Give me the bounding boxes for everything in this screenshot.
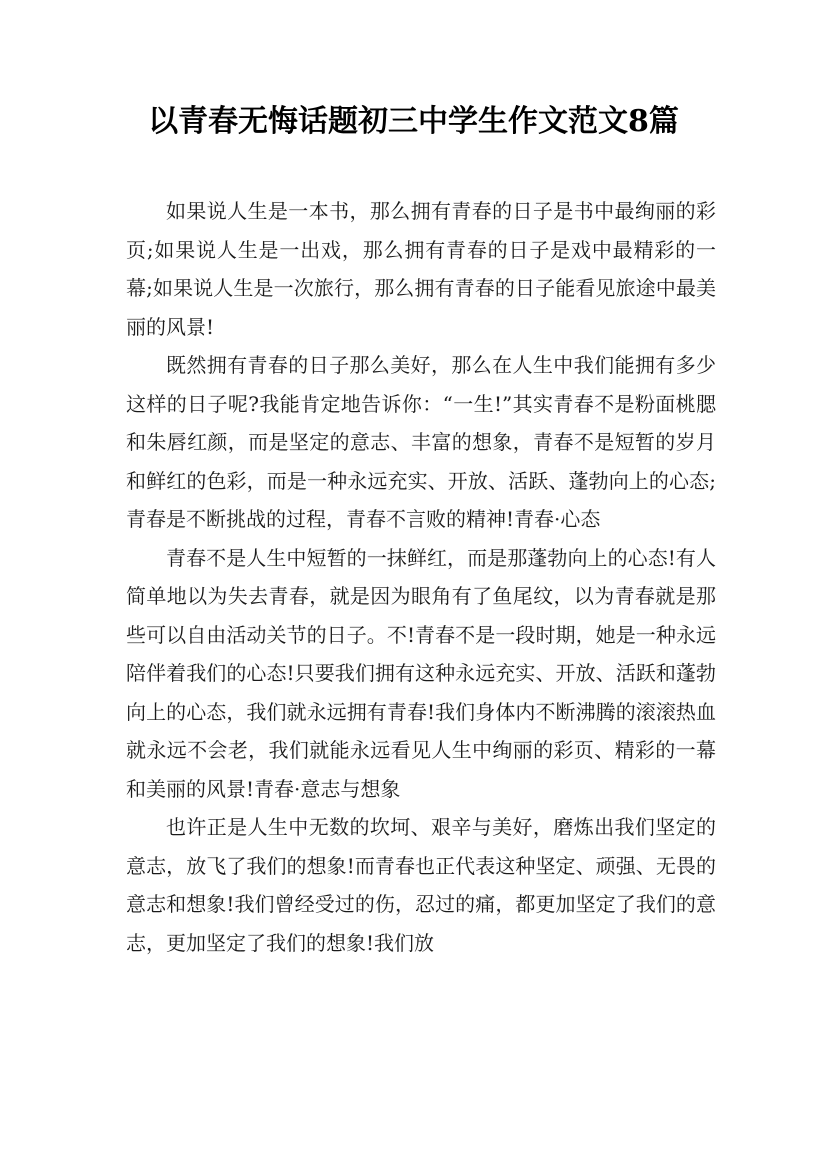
paragraph-4: 也许正是人生中无数的坎坷、艰辛与美好，磨炼出我们坚定的意志，放飞了我们的想象!而青春也正代表这种坚定、顽强、无畏的意志和想象!我们曾经受过的伤，忍过的痛，都更加坚定了我们的意志，更加坚定了我们的想象!我们放: [126, 815, 716, 955]
paragraph-1: 如果说人生是一本书，那么拥有青春的日子是书中最绚丽的彩页;如果说人生是一出戏，那么拥有青春的日子是戏中最精彩的一幕;如果说人生是一次旅行，那么拥有青春的日子能看见旅途中最美丽的风景!: [126, 199, 716, 339]
document-body: [126, 192, 716, 962]
document-title: 以青春无悔话题初三中学生作文范文8篇: [148, 104, 679, 139]
paragraph-2: 既然拥有青春的日子那么美好，那么在人生中我们能拥有多少这样的日子呢?我能肯定地告诉你：“一生!”其实青春不是粉面桃腮和朱唇红颜，而是坚定的意志、丰富的想象，青春不是短暂的岁月和鲜红的色彩，而是一种永远充实、开放、活跃、蓬勃向上的心态;青春是不断挑战的过程，青春不言败的精神!青春·心态: [126, 353, 716, 531]
paragraph-3: 青春不是人生中短暂的一抹鲜红，而是那蓬勃向上的心态!有人简单地以为失去青春，就是因为眼角有了鱼尾纹，以为青春就是那些可以自由活动关节的日子。不!青春不是一段时期，她是一种永远陪伴着我们的心态!只要我们拥有这种永远充实、开放、活跃和蓬勃向上的心态，我们就永远拥有青春!我们身体内不断沸腾的滚滚热血就永远不会老，我们就能永远看见人生中绚丽的彩页、精彩的一幕和美丽的风景!青春·意志与想象: [126, 545, 716, 801]
